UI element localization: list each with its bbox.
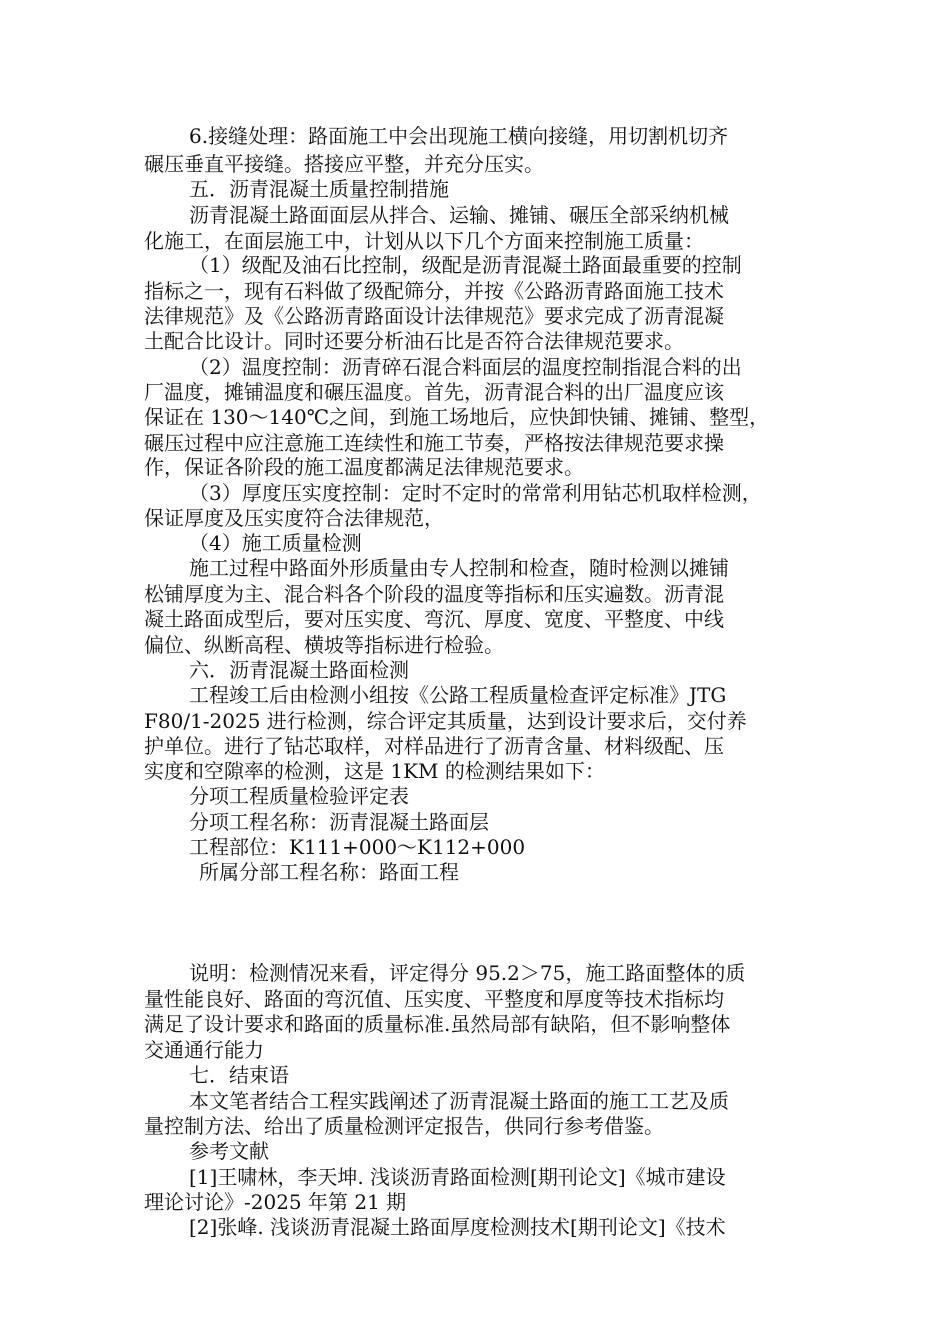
item-4-heading: （4）施工质量检测 [189,531,362,555]
note-line-2: 量性能良好、路面的弯沉值、压实度、平整度和厚度等技术指标均 [144,987,724,1011]
paragraph-inspection-line-2: 松铺厚度为主、混合料各个阶段的温度等指标和压实遍数。沥青混 [144,582,724,606]
note-line-3: 满足了设计要求和路面的质量标准.虽然局部有缺陷，但不影响整体 [144,1012,731,1036]
references-heading: 参考文献 [189,1139,269,1163]
item-3-line-2: 保证厚度及压实度符合法律规范， [144,506,444,530]
item-2-line-2: 厂温度，摊铺温度和碾压温度。首先，沥青混合料的出厂温度应该 [144,380,724,404]
reference-1-line-1: [1]王啸林，李天坤. 浅谈沥青路面检测[期刊论文]《城市建设 [189,1165,726,1189]
paragraph-inspection-line-4: 偏位、纵断高程、横坡等指标进行检验。 [144,633,504,657]
reference-2-line-1: [2]张峰. 浅谈沥青混凝土路面厚度检测技术[期刊论文]《技术 [189,1215,726,1239]
paragraph-intro-line-2: 化施工，在面层施工中，计划从以下几个方面来控制施工质量： [144,229,704,253]
section-heading-pavement-testing: 六．沥青混凝土路面检测 [189,658,409,682]
item-1-line-3: 法律规范》及《公路沥青路面设计法律规范》要求完成了沥青混凝 [144,304,724,328]
paragraph-testing-line-2: F80/1-2025 进行检测，综合评定其质量，达到设计要求后，交付养 [144,709,747,733]
conclusion-line-1: 本文笔者结合工程实践阐述了沥青混凝土路面的施工工艺及质 [189,1089,729,1113]
conclusion-line-2: 量控制方法、给出了质量检测评定报告，供同行参考借鉴。 [144,1114,664,1138]
paragraph-intro-line-1: 沥青混凝土路面面层从拌合、运输、摊铺、碾压全部采纳机械 [189,203,729,227]
item-2-line-3: 保证在 130～140℃之间，到施工场地后，应快卸快铺、摊铺、整型， [144,405,770,429]
note-line-4: 交通通行能力 [144,1038,264,1062]
paragraph-joint-treatment-line-2: 碾压垂直平接缝。搭接应平整，并充分压实。 [144,152,544,176]
item-2-line-5: 作，保证各阶段的施工温度都满足法律规范要求。 [144,455,584,479]
paragraph-testing-line-1: 工程竣工后由检测小组按《公路工程质量检查评定标准》JTG [189,683,727,707]
project-location: 工程部位：K111+000～K112+000 [189,835,526,859]
note-line-1: 说明：检测情况来看，评定得分 95.2＞75，施工路面整体的质 [189,961,746,985]
sub-project-name: 分项工程名称：沥青混凝土路面层 [189,810,489,834]
paragraph-inspection-line-1: 施工过程中路面外形质量由专人控制和检查，随时检测以摊铺 [189,556,729,580]
section-heading-conclusion: 七．结束语 [189,1063,289,1087]
paragraph-testing-line-4: 实度和空隙率的检测，这是 1KM 的检测结果如下： [144,759,605,783]
paragraph-inspection-line-3: 凝土路面成型后，要对压实度、弯沉、厚度、宽度、平整度、中线 [144,607,724,631]
item-1-line-1: （1）级配及油石比控制，级配是沥青混凝土路面最重要的控制 [189,253,742,277]
item-2-line-1: （2）温度控制：沥青碎石混合料面层的温度控制指混合料的出 [189,355,742,379]
paragraph-joint-treatment-line-1: 6.接缝处理：路面施工中会出现施工横向接缝，用切割机切齐 [189,124,729,148]
paragraph-testing-line-3: 护单位。进行了钻芯取样，对样品进行了沥青含量、材料级配、压 [144,734,724,758]
item-2-line-4: 碾压过程中应注意施工连续性和施工节奏，严格按法律规范要求操 [144,431,724,455]
reference-1-line-2: 理论讨论》-2025 年第 21 期 [144,1190,407,1214]
division-project-name: 所属分部工程名称：路面工程 [199,860,459,884]
item-1-line-4: 土配合比设计。同时还要分析油石比是否符合法律规范要求。 [144,329,684,353]
item-3-line-1: （3）厚度压实度控制：定时不定时的常常利用钻芯机取样检测， [189,481,762,505]
item-1-line-2: 指标之一，现有石料做了级配筛分，并按《公路沥青路面施工技术 [144,279,724,303]
table-caption: 分项工程质量检验评定表 [189,784,409,808]
section-heading-quality-control: 五．沥青混凝土质量控制措施 [189,177,449,201]
